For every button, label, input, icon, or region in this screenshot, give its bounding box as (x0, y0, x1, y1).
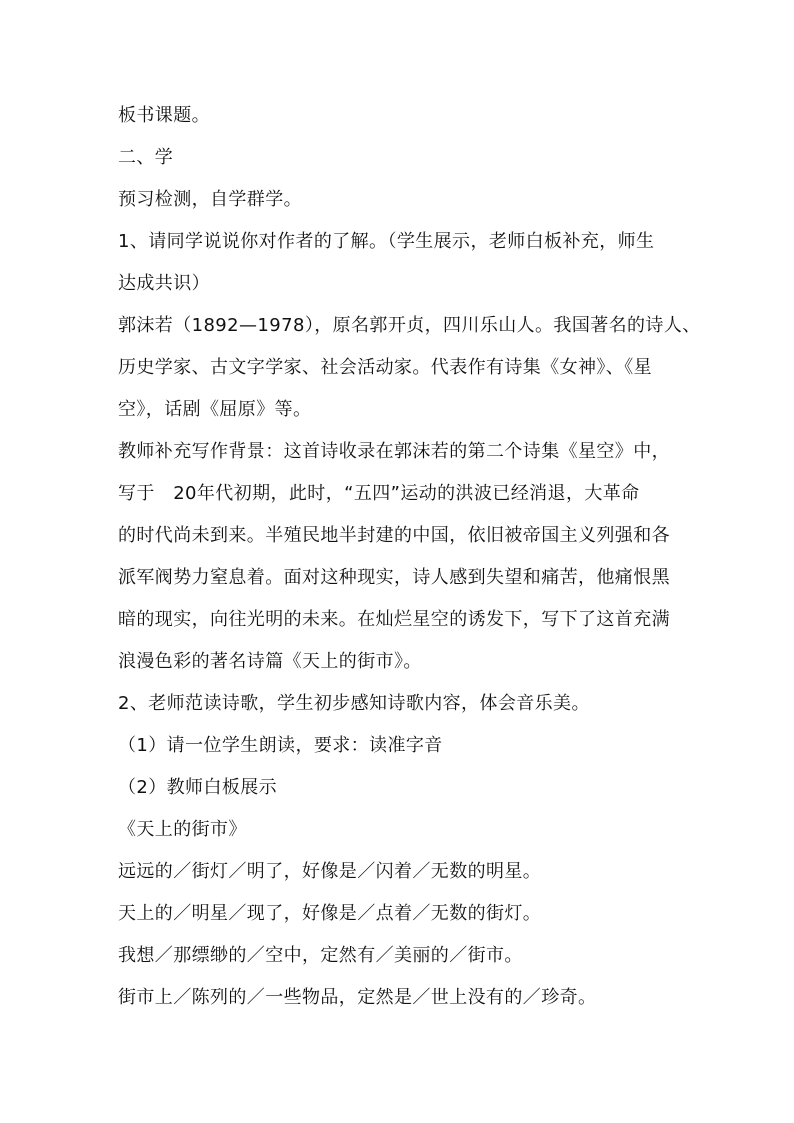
text-line-background-4: 派军阀势力窒息着。面对这种现实，诗人感到失望和痛苦，他痛恨黑 (118, 567, 670, 588)
section-heading-learn: 二、学 (118, 147, 174, 168)
poem-line-2: 天上的／明星／现了，好像是／点着／无数的街灯。 (118, 903, 542, 924)
text-line-subitem-1: （1）请一位学生朗读，要求：读准字音 (118, 735, 443, 756)
poem-line-3: 我想／那缥缈的／空中，定然有／美丽的／街市。 (118, 945, 523, 966)
text-line-background-1: 教师补充写作背景：这首诗收录在郭沫若的第二个诗集《星空》中， (118, 441, 670, 462)
text-line-board-title: 板书课题。 (118, 105, 210, 126)
poem-line-1: 远远的／街灯／明了，好像是／闪着／无数的明星。 (118, 861, 542, 882)
poem-line-4: 街市上／陈列的／一些物品，定然是／世上没有的／珍奇。 (118, 987, 597, 1008)
text-line-background-2: 写于 20年代初期，此时，“五四”运动的洪波已经消退，大革命 (118, 483, 640, 504)
text-line-item-2: 2、老师范读诗歌，学生初步感知诗歌内容，体会音乐美。 (118, 693, 590, 714)
text-line-subitem-2: （2）教师白板展示 (118, 777, 278, 798)
text-line-background-6: 浪漫色彩的著名诗篇《天上的街市》。 (118, 651, 422, 672)
text-line-background-5: 暗的现实，向往光明的未来。在灿烂星空的诱发下，写下了这首充满 (118, 609, 670, 630)
text-line-author-1: 郭沫若（1892—1978），原名郭开贞，四川乐山人。我国著名的诗人、 (118, 315, 701, 336)
text-line-item-1-cont: 达成共识） (118, 273, 210, 294)
text-line-background-3: 的时代尚未到来。半殖民地半封建的中国，依旧被帝国主义列强和各 (118, 525, 670, 546)
poem-title: 《天上的街市》 (118, 819, 247, 840)
text-line-author-2: 历史学家、古文字学家、社会活动家。代表作有诗集《女神》、《星 (118, 357, 652, 378)
text-line-item-1: 1、请同学说说你对作者的了解。（学生展示，老师白板补充，师生 (118, 231, 655, 252)
text-line-preview-check: 预习检测，自学群学。 (118, 189, 302, 210)
text-line-author-3: 空》，话剧《屈原》等。 (118, 399, 312, 420)
